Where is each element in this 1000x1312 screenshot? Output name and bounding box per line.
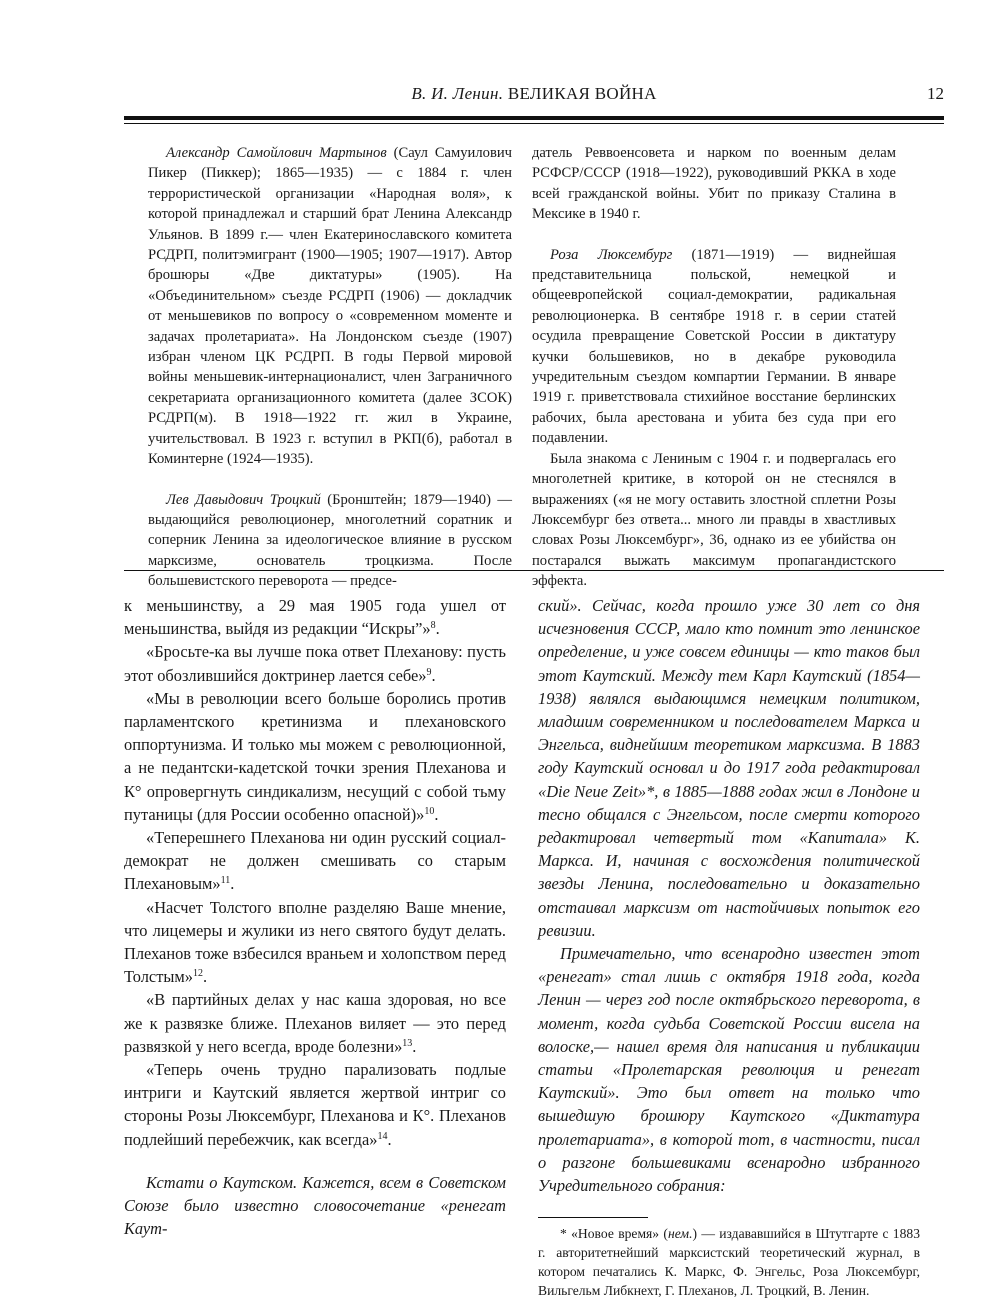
footnote-ref[interactable]: 10 <box>424 805 435 817</box>
footnote-ref[interactable]: 11 <box>220 875 231 887</box>
notes-column-left <box>148 143 512 592</box>
running-title <box>124 84 944 104</box>
header-rule-thick <box>124 116 944 120</box>
quote-paragraph: «Насчет Толстого вполне разделяю Ваше мнение, что лицемеры и жулики из него святого будут делать. Плеханов тоже взбесился враньем и холопством перед Толстым»$^{12}$. <box>124 897 506 987</box>
footnote-ref[interactable]: 8 <box>430 620 436 632</box>
footnote-ref[interactable]: 14 <box>377 1130 388 1142</box>
paragraph: к меньшинству, а 29 мая 1905 года ушел от меньшинства, выйдя из редакции “Искры”»$^8$. <box>124 596 506 639</box>
author-commentary: Примечательно, что всенародно известен этот «ренегат» стал лишь с октября 1918 года, когда Ленин — через год после октябрьского переворота, в момент, когда судьба Советской России висела на волоске,— нашел время для написания и публикации статьи «Пролетарская революция и ренегат Каутский». Это был ответ на только что вышедшую брошюру Каутского «Диктатура пролетариата», в которой тот, в частности, писал о разгоне большевиками всенародно избранного Учредительного собрания: <box>538 944 920 1196</box>
note-name: Роза Люксембург <box>550 246 673 263</box>
note-trotsky-continued: датель Реввоенсовета и нарком по военным делам РСФСР/СССР (1918—1922), руководивший РККА в ходе всей гражданской войны. Убит по приказу Сталина в Мексике в 1940 г. <box>532 145 896 223</box>
note-name: Лев Давыдович Троцкий <box>166 491 321 508</box>
note-luxemburg <box>532 245 896 449</box>
author-commentary: ский». Сейчас, когда прошло уже 30 лет со дня исчезновения СССР, мало кто помнит это ленинское определение, и уже совсем единицы — кто таков был этот Каутский. Между тем Карл Каутский (1854—1938) являлся выдающимся немецким политиком, младшим современником и последователем Маркса и Энгельса, виднейшим теоретиком марксизма. В 1883 году Каутский основал и до 1917 года редактировал «Die Neue Zeit»*, в 1885—1888 годах жил в Лондоне и тесно общался с Энгельсом, после смерти которого редактировал четвертый том «Капитала» К. Маркса. И, начиная с восхождения политической звезды Ленина, последовательно и доказательно отстаивал марксизм от настойчивых попыток его ревизии. <box>538 596 920 940</box>
running-header <box>124 84 944 114</box>
quote-paragraph: «Мы в революции всего больше боролись против парламентского кретинизма и плехановского оппортунизма. И только мы можем с революционной, а не педантски-кадетской точки зрения Плеханова и К° опровергнуть синдикализм, несущий с собой тьму путаницы (для России особенно опасной)»$^{10}$. <box>124 688 506 824</box>
note-text: (Саул Самуилович Пикер (Пиккер); 1865—1935) — с 1884 г. член террористической организации «Народная воля», к которой принадлежал и старший брат Ленина Александр Ульянов. В 1899 г.— член Екатеринославского комитета РСДРП, политэмигрант (1900—1905; 1907—1917). Автор брошюры «Две диктатуры» (1905). На «Объединительном» съезде РСДРП (1906) — докладчик от меньшевиков по вопросу о «современном моменте и задачах пролетариата». На Лондонском съезде (1907) избран членом ЦК РСДРП. В годы Первой мировой войны меньшевик-интернационалист, член Заграничного секретариата организационного комитета (далее ЗСОК) РСДРП(м). В 1918—1922 гг. жил в Украине, учительствовал. В 1923 г. вступил в РКП(б), работал в Коминтерне (1924—1935). <box>148 145 512 468</box>
quote-paragraph: «В партийных делах у нас каша здоровая, но все же к развязке ближе. Плеханов виляет — это перед развязкой у него всегда, вроде болезни»$^{13}$. <box>124 990 506 1056</box>
footnote-ref[interactable]: 12 <box>192 968 203 980</box>
notes-column-right <box>532 143 896 592</box>
note-martynov <box>148 143 512 470</box>
quote-paragraph: «Теперешнего Плеханова ни один русский социал-демократ не должен смешивать со старым Плехановым»$^{11}$. <box>124 828 506 894</box>
main-column-left <box>124 594 506 1240</box>
footnote-ref[interactable]: 9 <box>426 666 432 678</box>
footnote-ref[interactable]: 13 <box>402 1037 413 1049</box>
quote-paragraph: «Бросьте-ка вы лучше пока ответ Плеханову: пусть этот обозлившийся доктринер лается себе»$^9$. <box>124 642 506 685</box>
page-number: 12 <box>927 84 944 103</box>
note-text: (1871—1919) — виднейшая представительница польской, немецкой и общеевропейской социал-демократии, радикальная революционерка. В сентябре 1918 г. в серии статей осудила превращение Советской России в диктатуру кучки большевиков, но в декабре руководила учредительным съездом компартии Германии. В январе 1919 г. приветствовала стихийное восстание берлинских рабочих, была арестована и убита без суда при его подавлении. <box>532 246 896 447</box>
quote-paragraph: «Теперь очень трудно парализовать подлые интриги и Каутский является жертвой интриг со стороны Розы Люксембург, Плеханова и К°. Плеханов подлейший перебежчик, как всегда»$^{14}$. <box>124 1060 506 1149</box>
main-column-right <box>538 594 920 1300</box>
footnote: * «Новое время» (нем.) — издававшийся в Штутгарте с 1883 г. авторитетнейший марксистский теоретический журнал, в котором печатались К. Маркс, Ф. Энгельс, Роза Люксембург, Вильгельм Либкнехт, Г. Плеханов, Л. Троцкий, В. Ленин. <box>538 1226 920 1299</box>
note-luxemburg-2: Была знакома с Лениным с 1904 г. и подвергалась его многолетней критике, в которой он не стеснялся в выражениях («я не могу оставить злостной сплетни Розы Люксембург без ответа... много ли правды в хвастливых словах Розы Люксембург», 36, однако из ее убийства он постарался выжать максимум пропагандистского эффекта. <box>532 450 896 590</box>
note-name: Александр Самойлович Мартынов <box>166 145 387 161</box>
header-rule-thin <box>124 123 944 124</box>
note-text: (Бронштейн; 1879—1940) — выдающийся революционер, многолетний соратник и соперник Ленина за идеологическое влияние в русском марксизме, основатель троцкизма. После большевистского переворота — предсе- <box>148 491 512 590</box>
notes-separator-rule <box>124 570 944 571</box>
note-trotsky <box>148 490 512 592</box>
header-author: В. И. Ленин. <box>411 84 504 103</box>
header-book-title: ВЕЛИКАЯ ВОЙНА <box>507 84 657 103</box>
footnote-rule <box>538 1217 648 1218</box>
author-commentary: Кстати о Каутском. Кажется, всем в Советском Союзе было известно словосочетание «ренегат Каут- <box>124 1172 506 1239</box>
